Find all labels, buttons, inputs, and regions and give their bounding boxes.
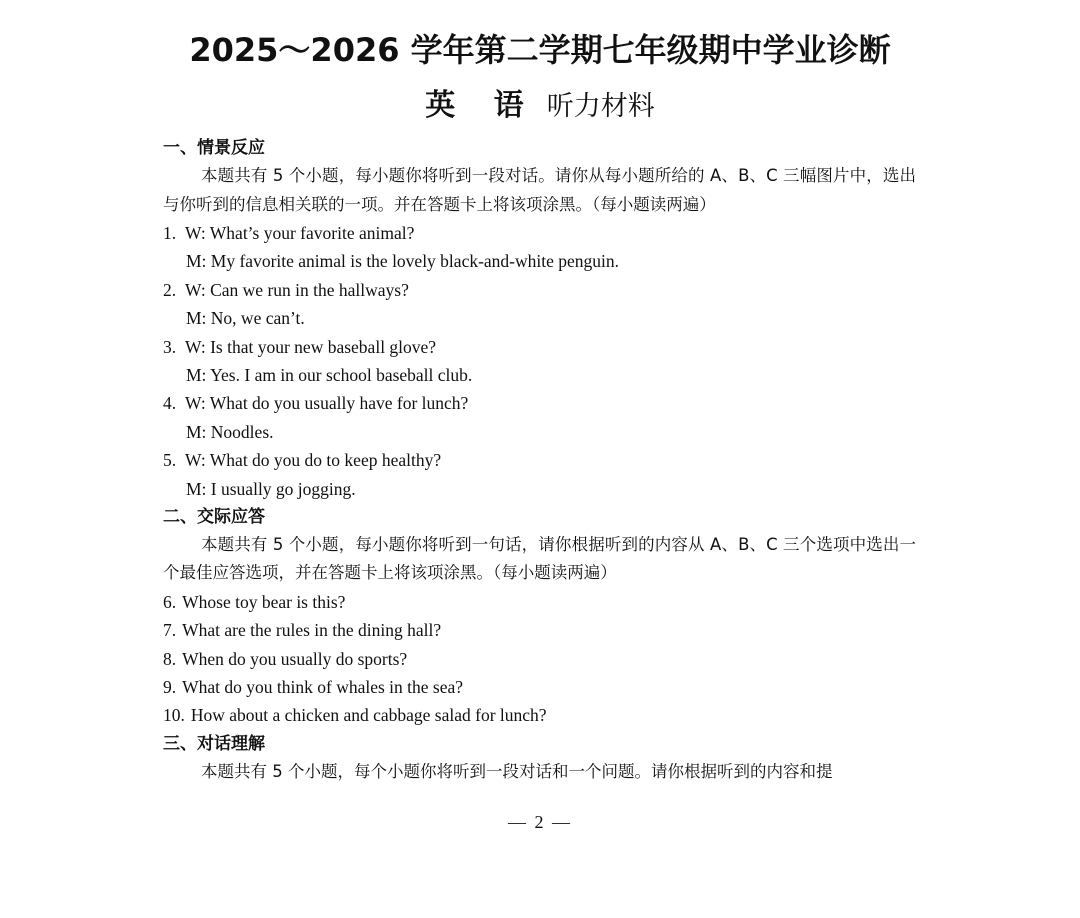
question-text: Whose toy bear is this? bbox=[182, 591, 346, 612]
item-number: 7. bbox=[163, 620, 177, 641]
dialogue-question bbox=[163, 446, 923, 474]
item-number: 3. bbox=[163, 336, 177, 357]
item-number: 8. bbox=[163, 648, 177, 669]
section-heading: 一、情景反应 bbox=[163, 138, 265, 158]
section-instructions: 本题共有 5 个小题，每小题你将听到一句话，请你根据听到的内容从 A、B、C 三个选项中选出一个最佳应答选项，并在答题卡上将该项涂黑。（每小题读两遍） bbox=[163, 534, 916, 583]
dialogue-answer: M: Yes. I am in our school baseball club. bbox=[186, 364, 473, 385]
question-text: W: What do you do to keep healthy? bbox=[185, 450, 442, 471]
dialogue-answer: M: I usually go jogging. bbox=[186, 478, 356, 499]
dialogue-question bbox=[163, 276, 923, 304]
listening-content bbox=[163, 134, 923, 786]
question-line bbox=[163, 673, 923, 701]
dialogue-answer: M: No, we can’t. bbox=[186, 308, 305, 329]
section-instructions: 本题共有 5 个小题，每个小题你将听到一段对话和一个问题。请你根据听到的内容和提 bbox=[201, 761, 833, 781]
dialogue-question bbox=[163, 389, 923, 417]
question-text: W: Is that your new baseball glove? bbox=[185, 336, 437, 357]
question-text: How about a chicken and cabbage salad for lunch? bbox=[190, 705, 547, 726]
section-dialogue-comprehension bbox=[163, 730, 923, 787]
question-text: What are the rules in the dining hall? bbox=[182, 620, 442, 641]
section-communicative-response bbox=[163, 503, 923, 730]
item-number: 10. bbox=[163, 705, 185, 726]
dialogue-question bbox=[163, 333, 923, 361]
item-number: 5. bbox=[163, 450, 177, 471]
item-number: 4. bbox=[163, 393, 177, 414]
question-text: What do you think of whales in the sea? bbox=[182, 677, 464, 698]
item-number: 6. bbox=[163, 591, 177, 612]
section-heading: 三、对话理解 bbox=[163, 733, 265, 754]
exam-title: 2025～2026 学年第二学期七年级期中学业诊断 bbox=[189, 31, 891, 69]
question-line bbox=[163, 616, 923, 644]
question-line bbox=[163, 701, 923, 729]
question-text: W: What do you usually have for lunch? bbox=[185, 393, 469, 414]
page-number: — 2 — bbox=[508, 812, 572, 832]
dialogue-answer: M: Noodles. bbox=[186, 421, 274, 442]
question-line bbox=[163, 645, 923, 673]
section-instructions: 本题共有 5 个小题，每小题你将听到一段对话。请你从每小题所给的 A、B、C 三幅图片中，选出与你听到的信息相关联的一项。并在答题卡上将该项涂黑。（每小题读两遍） bbox=[163, 166, 916, 214]
question-text: W: Can we run in the hallways? bbox=[185, 279, 409, 300]
question-line bbox=[163, 588, 923, 616]
question-text: W: What’s your favorite animal? bbox=[185, 223, 415, 243]
section-situational-response bbox=[163, 134, 923, 503]
exam-subtitle bbox=[0, 84, 1080, 132]
question-text: When do you usually do sports? bbox=[182, 648, 408, 669]
material-label: 听力材料 bbox=[546, 91, 655, 122]
item-number: 2. bbox=[163, 279, 177, 300]
item-number: 1. bbox=[163, 223, 177, 243]
section-heading: 二、交际应答 bbox=[163, 506, 265, 527]
dialogue-answer: M: My favorite animal is the lovely black-and-white penguin. bbox=[186, 251, 620, 272]
dialogue-question bbox=[163, 219, 923, 247]
subject-label: 英 语 bbox=[425, 88, 538, 123]
item-number: 9. bbox=[163, 677, 177, 698]
